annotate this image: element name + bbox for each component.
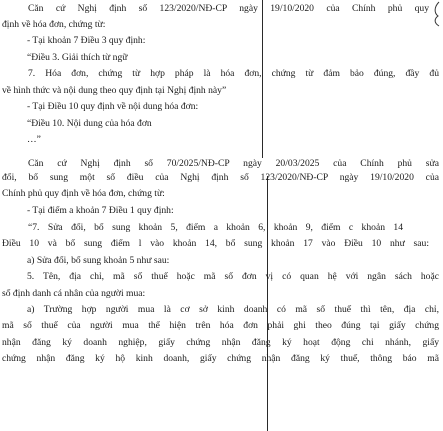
doc-line-12: Chính phủ quy định về hóa đơn, chứng từ: (2, 188, 165, 199)
doc-line-17: 5. Tên, địa chỉ, mã số thuế hoặc mã số đơn vị có quan hệ với ngân sách hoặc (27, 271, 439, 282)
doc-line-14: “7. Sửa đổi, bổ sung khoản 5, điểm a khoản 6, khoản 9, điểm c khoản 14 (28, 222, 403, 233)
doc-line-13: - Tại điểm a khoản 7 Điều 1 quy định: (27, 205, 174, 216)
doc-line-4: “Điều 3. Giải thích từ ngữ (27, 52, 128, 63)
doc-line-19: a) Trường hợp người mua là cơ sở kinh doanh có mã số thuế thì tên, địa chỉ, (27, 304, 439, 315)
doc-line-2: định về hóa đơn, chứng từ: (2, 19, 106, 30)
doc-line-7: - Tại Điều 10 quy định về nội dung hóa đơn: (27, 101, 199, 112)
doc-line-9: …” (27, 134, 41, 145)
doc-line-22: chứng nhận đăng ký hộ kinh doanh, giấy chứng nhận đăng ký thuế, thông báo mã (2, 353, 439, 364)
doc-line-16: a) Sửa đổi, bổ sung khoản 5 như sau: (27, 255, 170, 266)
doc-line-5: 7. Hóa đơn, chứng từ hợp pháp là hóa đơn, chứng từ đảm bảo đúng, đầy đủ (28, 68, 439, 79)
doc-line-15: Điều 10 và bổ sung điểm l vào khoản 14, bổ sung khoản 17 vào Điều 10 như sau: (2, 238, 429, 249)
doc-line-18: số định danh cá nhân của người mua: (2, 288, 146, 299)
doc-line-6: về hình thức và nội dung theo quy định tại Nghị định này” (2, 85, 227, 96)
doc-line-10: Căn cứ Nghị định số 70/2025/NĐ-CP ngày 20/03/2025 của Chính phủ sửa (28, 158, 439, 169)
doc-line-20: mã số thuế của người mua thể hiện trên hóa đơn phải ghi theo đúng tại giấy chứng (2, 320, 439, 331)
doc-line-11: đổi, bổ sung một số điều của Nghị định số 123/2020/NĐ-CP ngày 19/10/2020 của (2, 172, 439, 183)
doc-line-21: nhận đăng ký doanh nghiệp, giấy chứng nhận đăng ký hoạt động chi nhánh, giấy (2, 337, 439, 348)
doc-line-1: Căn cứ Nghị định số 123/2020/NĐ-CP ngày 19/10/2020 của Chính phủ quy (28, 3, 429, 14)
doc-line-8: “Điều 10. Nội dung của hóa đơn (27, 118, 152, 129)
doc-line-3: - Tại khoản 7 Điều 3 quy định: (27, 35, 146, 46)
